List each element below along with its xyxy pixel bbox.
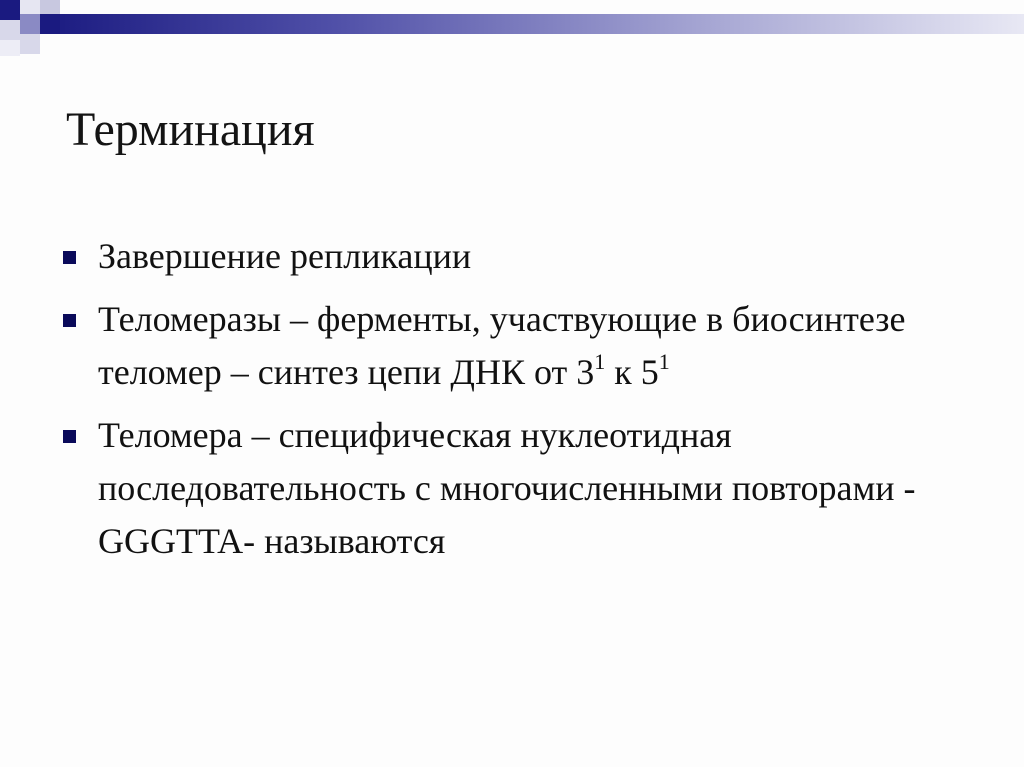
corner-square — [20, 34, 40, 54]
corner-square — [0, 20, 20, 40]
bullet-text: Завершение репликации — [98, 236, 472, 276]
corner-square — [0, 40, 20, 56]
bullet-item — [60, 293, 980, 399]
corner-square — [40, 14, 60, 34]
superscript: 1 — [658, 349, 670, 374]
bullet-list — [60, 230, 980, 578]
square-bullet-icon — [63, 430, 76, 443]
corner-square — [20, 0, 40, 14]
slide-title: Терминация — [66, 103, 315, 156]
bullet-text: Теломеразы – ферменты, участвующие в биосинтезе теломер – синтез цепи ДНК от 3 — [98, 299, 906, 392]
bullet-item — [60, 409, 980, 568]
square-bullet-icon — [63, 251, 76, 264]
bullet-item — [60, 230, 980, 283]
corner-square — [0, 0, 20, 20]
header-gradient-bar — [40, 14, 1024, 34]
corner-square — [40, 0, 60, 14]
corner-square — [20, 14, 40, 34]
square-bullet-icon — [63, 314, 76, 327]
superscript: 1 — [594, 349, 606, 374]
bullet-text: к 5 — [605, 352, 659, 392]
bullet-text: Теломера – специфическая нуклеотидная последовательность с многочисленными повторами -GGGTTA- называются — [98, 415, 916, 561]
